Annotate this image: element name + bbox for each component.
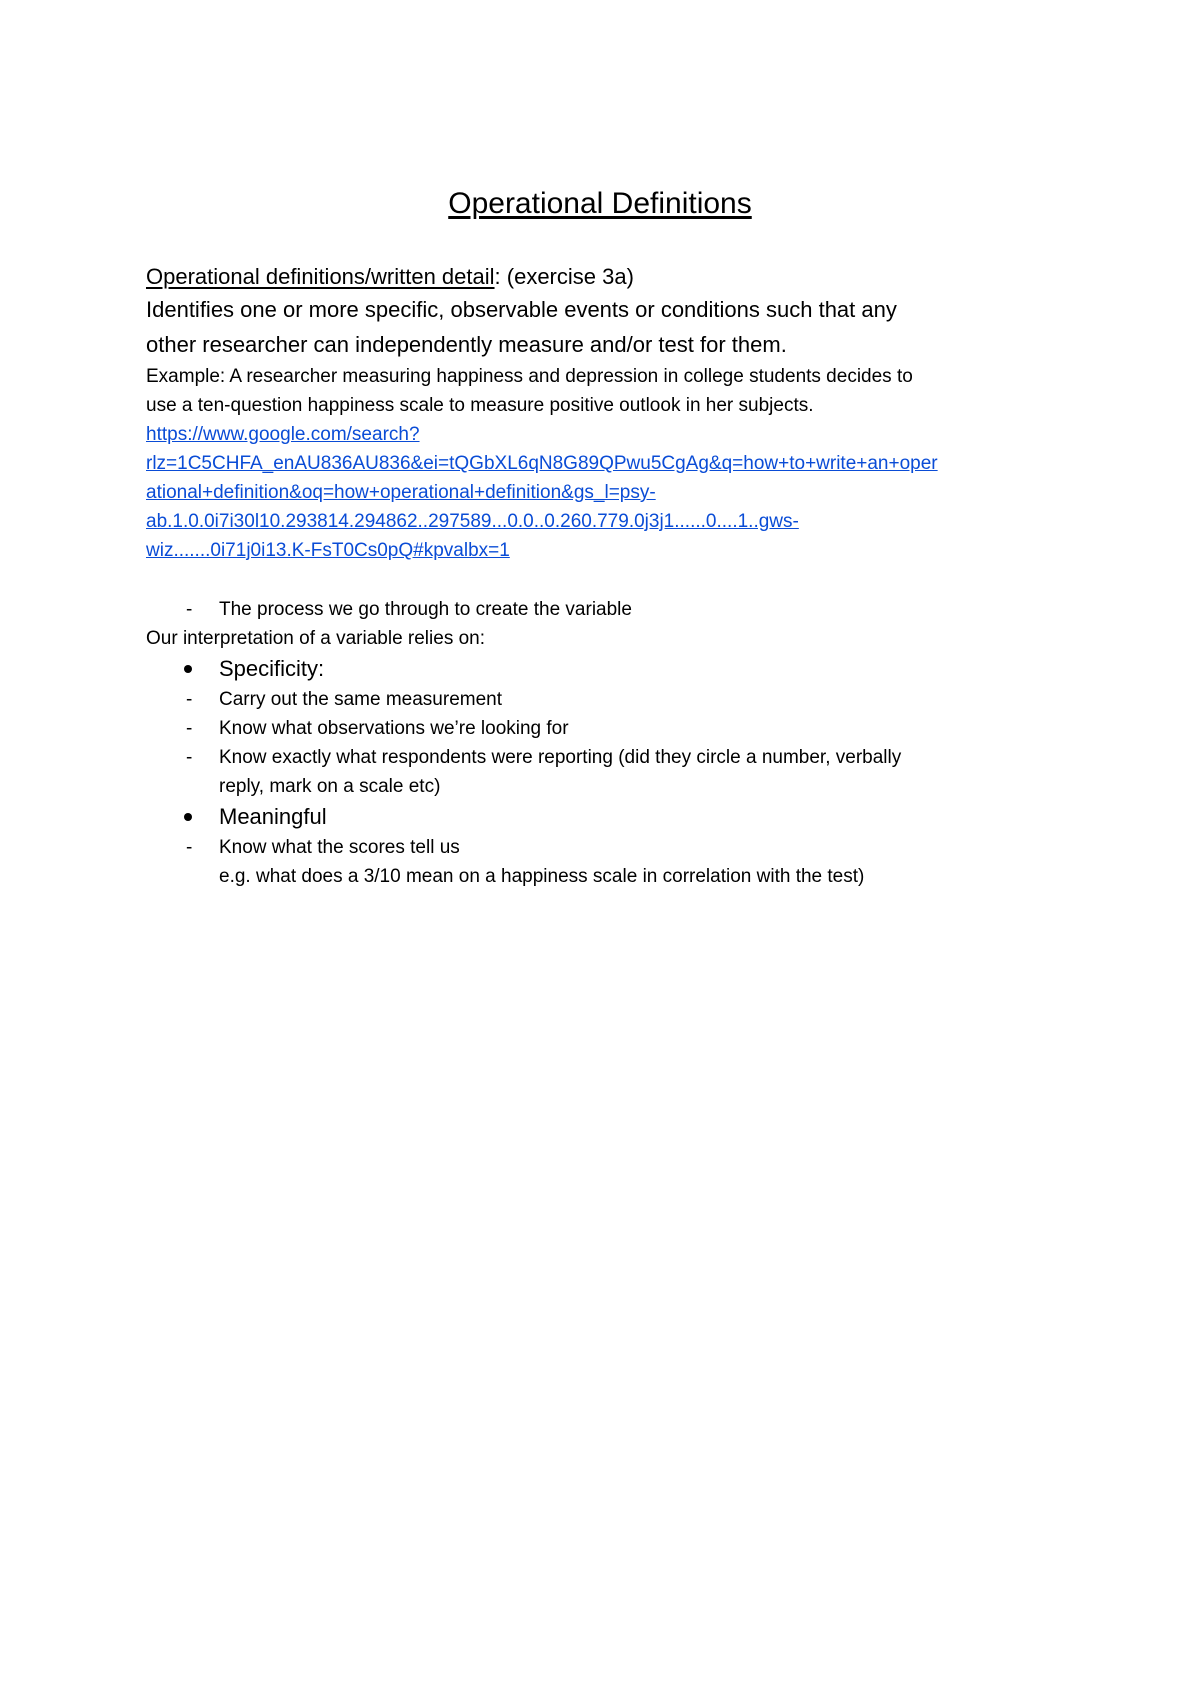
section-heading-underlined: Operational definitions/written detail — [146, 264, 495, 289]
list-item-text: The process we go through to create the variable — [219, 599, 632, 620]
reference-link-line-2[interactable]: rlz=1C5CHFA_enAU836AU836&ei=tQGbXL6qN8G89QPwu5CgAg&q=how+to+write+an+oper — [146, 453, 938, 474]
reference-link[interactable] — [146, 420, 1066, 565]
bullet-dot-icon — [184, 813, 192, 821]
list-item-continuation: reply, mark on a scale etc) — [219, 776, 441, 797]
reference-link-line-5[interactable]: wiz.......0i71j0i13.K-FsT0Cs0pQ#kpvalbx=1 — [146, 540, 510, 561]
list-item-text: Know what observations we’re looking for — [219, 718, 569, 739]
list-item-text: Carry out the same measurement — [219, 689, 503, 710]
example-line-2: use a ten-question happiness scale to measure positive outlook in her subjects. — [146, 395, 814, 416]
list-item-example: e.g. what does a 3/10 mean on a happiness scale in correlation with the test) — [219, 866, 865, 887]
reference-link-line-1[interactable]: https://www.google.com/search? — [146, 424, 420, 445]
list-item-text: Know what the scores tell us — [219, 837, 460, 858]
relies-on-line: Our interpretation of a variable relies on: — [146, 628, 486, 649]
list-item — [146, 685, 1066, 714]
dash-marker: - — [186, 599, 193, 620]
section-heading-suffix: : (exercise 3a) — [494, 264, 634, 289]
description-line-1: Identifies one or more specific, observable events or conditions such that any — [146, 297, 897, 322]
section-heading — [146, 262, 1066, 292]
description-line-2: other researcher can independently measure and/or test for them. — [146, 332, 787, 357]
bullet-label: Specificity: — [219, 656, 325, 681]
reference-link-line-4[interactable]: ab.1.0.0i7i30l10.293814.294862..297589...0.0..0.260.779.0j3j1......0....1..gws- — [146, 511, 799, 532]
dash-marker: - — [186, 837, 193, 858]
page-title: Operational Definitions — [448, 187, 752, 220]
list-item-process — [146, 595, 1066, 624]
list-item — [146, 714, 1066, 743]
bullet-label: Meaningful — [219, 804, 327, 829]
bullet-meaningful — [146, 801, 1066, 833]
dash-marker: - — [186, 718, 193, 739]
reference-link-line-3[interactable]: ational+definition&oq=how+operational+definition&gs_l=psy- — [146, 482, 656, 503]
list-item — [146, 743, 1066, 772]
dash-marker: - — [186, 747, 193, 768]
spacer — [146, 565, 1066, 595]
example-line-1: Example: A researcher measuring happiness and depression in college students decides to — [146, 366, 913, 387]
list-item — [146, 833, 1066, 862]
bullet-specificity — [146, 653, 1066, 685]
bullet-dot-icon — [184, 665, 192, 673]
dash-marker: - — [186, 689, 193, 710]
list-item-text: Know exactly what respondents were reporting (did they circle a number, verbally — [219, 747, 902, 768]
document-body — [146, 262, 1066, 891]
